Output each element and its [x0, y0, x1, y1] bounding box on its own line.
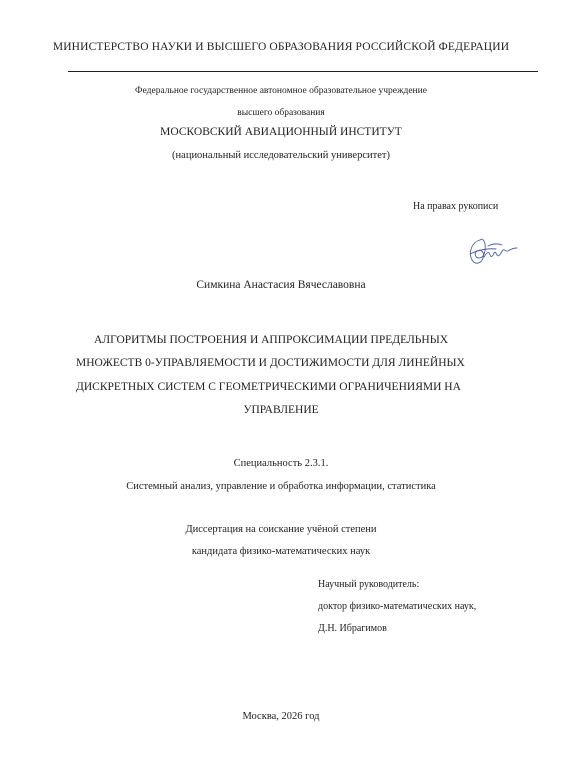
- dissertation-title-line-2: МНОЖЕСТВ 0-УПРАВЛЯЕМОСТИ И ДОСТИЖИМОСТИ ДЛЯ ЛИНЕЙНЫХ: [76, 357, 465, 369]
- institution-line-2: высшего образования: [237, 108, 325, 118]
- dissertation-title-line-4: УПРАВЛЕНИЕ: [243, 404, 319, 416]
- specialty-name: Системный анализ, управление и обработка информации, статистика: [126, 481, 436, 492]
- degree-line-1: Диссертация на соискание учёной степени: [185, 524, 377, 535]
- institution-line-1: Федеральное государственное автономное образовательное учреждение: [135, 86, 427, 96]
- university-name: МОСКОВСКИЙ АВИАЦИОННЫЙ ИНСТИТУТ: [160, 126, 402, 138]
- header-divider: [68, 71, 538, 72]
- advisor-degree: доктор физико-математических наук,: [318, 601, 477, 612]
- advisor-label: Научный руководитель:: [318, 579, 420, 590]
- dissertation-title-line-1: АЛГОРИТМЫ ПОСТРОЕНИЯ И АППРОКСИМАЦИИ ПРЕДЕЛЬНЫХ: [94, 334, 449, 346]
- specialty-code: Специальность 2.3.1.: [233, 458, 329, 469]
- advisor-name: Д.Н. Ибрагимов: [318, 623, 387, 634]
- city-year-footer: Москва, 2026 год: [242, 711, 320, 722]
- ministry-heading: МИНИСТЕРСТВО НАУКИ И ВЫСШЕГО ОБРАЗОВАНИЯ РОССИЙСКОЙ ФЕДЕРАЦИИ: [52, 41, 510, 53]
- dissertation-title-line-3: ДИСКРЕТНЫХ СИСТЕМ С ГЕОМЕТРИЧЕСКИМИ ОГРАНИЧЕНИЯМИ НА: [76, 381, 461, 393]
- degree-line-2: кандидата физико-математических наук: [191, 546, 371, 557]
- university-status: (национальный исследовательский университет): [172, 150, 390, 161]
- author-name: Симкина Анастасия Вячеславовна: [196, 279, 366, 291]
- manuscript-note: На правах рукописи: [413, 201, 499, 212]
- handwritten-signature-icon: [466, 236, 520, 268]
